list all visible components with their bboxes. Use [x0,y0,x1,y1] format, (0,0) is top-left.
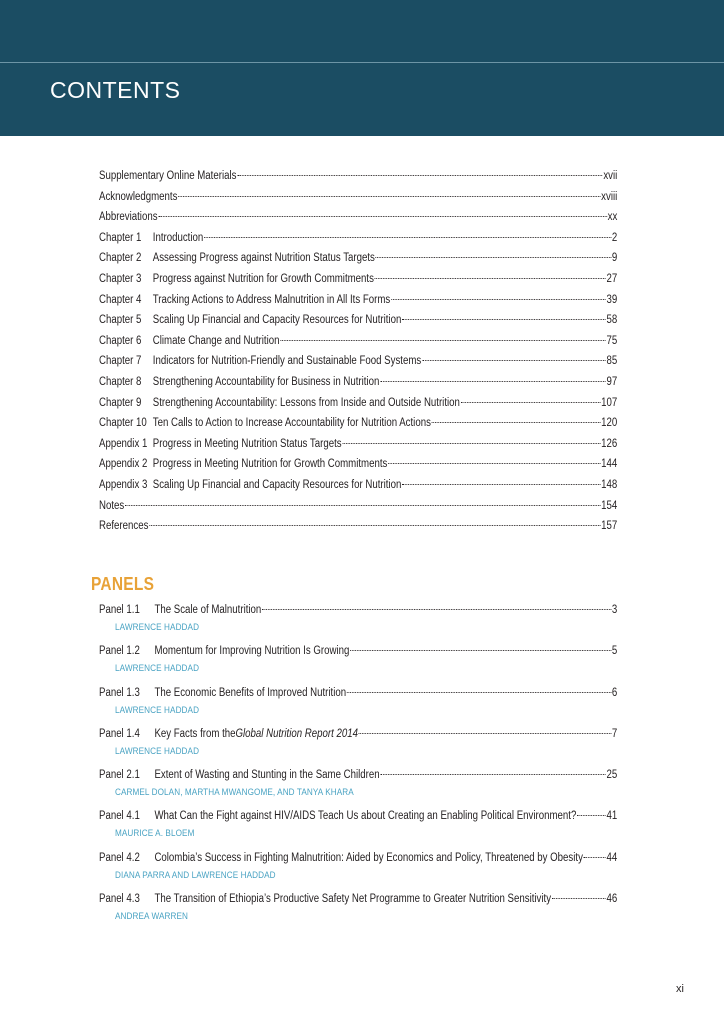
toc-entry-title: Progress in Meeting Nutrition for Growth Commitments [152,458,388,471]
toc-entry-title: Progress in Meeting Nutrition Status Targets [152,437,342,450]
panel-entry-line [99,810,617,827]
toc-entry[interactable] [99,438,617,459]
dot-leader [280,340,605,341]
toc-entry-label: References [99,520,149,533]
toc-entry-label: Chapter 8 [99,375,142,388]
dot-leader [262,609,611,610]
toc-entry[interactable] [99,355,617,376]
toc-entry-label: Appendix 1 [99,437,148,450]
toc-entry-label: Appendix 2 [99,458,148,471]
dot-leader [149,525,600,526]
toc-entry-page: xx [607,211,618,224]
panel-entry-title: Colombia’s Success in Fighting Malnutrition: Aided by Economics and Policy, Threatened by Obesity [154,851,583,864]
toc-entry-label: Notes [99,499,125,512]
panel-entry-page: 6 [611,686,618,699]
panel-entry-label: Panel 1.1 [99,604,140,616]
toc-entry-page: 126 [601,437,618,450]
dot-leader [380,774,605,775]
panel-entry-title: Key Facts from the [154,727,236,740]
dot-leader [388,463,600,464]
toc-entry-title: Ten Calls to Action to Increase Accountability for Nutrition Actions [152,417,431,430]
panel-author: LAWRENCE HADDAD [115,704,200,716]
panel-entry[interactable] [99,769,617,810]
panel-entry-title: Extent of Wasting and Stunting in the Same Children [154,769,380,782]
toc-entry-label: Acknowledgments [99,190,178,203]
toc-entry[interactable] [99,376,617,397]
toc-entry[interactable] [99,232,617,253]
toc-entry[interactable] [99,397,617,418]
toc-entry-title: Strengthening Accountability: Lessons from Inside and Outside Nutrition [152,396,460,409]
header-rule [0,62,724,63]
dot-leader [178,196,600,197]
panel-entry[interactable] [99,728,617,769]
toc-entry-label: Abbreviations [99,211,158,224]
toc-entry-page: 75 [606,334,618,347]
dot-leader [376,257,611,258]
dot-leader [552,898,606,899]
toc-entry[interactable] [99,335,617,356]
panel-entry-line [99,852,617,869]
toc-entry[interactable] [99,294,617,315]
panel-entry-title: The Economic Benefits of Improved Nutrition [154,686,347,699]
toc-entry-page: 58 [606,314,618,327]
panel-entry-label: Panel 1.3 [99,686,140,699]
toc-entry-label: Chapter 6 [99,334,142,347]
panel-entry-title: Momentum for Improving Nutrition Is Growing [154,645,350,658]
toc-entry[interactable] [99,458,617,479]
toc-entry-title: Strengthening Accountability for Business in Nutrition [152,375,380,388]
toc-entry-page: xvii [603,170,618,182]
panel-entry-title: What Can the Fight against HIV/AIDS Teach Us about Creating an Enabling Political Environment? [154,810,577,823]
panel-entry-page: 7 [611,727,618,740]
panel-author: LAWRENCE HADDAD [115,663,200,675]
panel-entry-page: 44 [606,851,618,864]
toc-entry-page: 27 [606,272,618,285]
dot-leader [380,381,605,382]
toc-entry-page: 39 [606,293,618,306]
panels-list [99,604,617,934]
toc-entry-title: Introduction [152,231,204,244]
panel-entry[interactable] [99,604,617,645]
toc-entry-title: Assessing Progress against Nutrition Status Targets [152,252,375,265]
dot-leader [375,278,606,279]
panel-entry-line [99,604,617,621]
toc-entry-label: Chapter 10 [99,417,147,430]
page-number: xi [676,983,684,995]
toc-entry-label: Chapter 3 [99,272,142,285]
toc-entry-page: 148 [601,478,618,491]
dot-leader [577,815,606,816]
toc-entry[interactable] [99,520,617,541]
toc-entry[interactable] [99,170,617,191]
panel-entry-label: Panel 1.2 [99,645,140,658]
toc-entry[interactable] [99,191,617,212]
panel-entry-page: 25 [606,769,618,782]
toc-entry[interactable] [99,314,617,335]
toc-entry-page: 154 [601,499,618,512]
panel-entry-page: 3 [611,604,618,616]
panel-entry-line [99,645,617,662]
panel-entry[interactable] [99,893,617,934]
panel-entry-line [99,728,617,745]
dot-leader [158,216,606,217]
toc-entry-label: Chapter 9 [99,396,142,409]
panel-entry-label: Panel 4.2 [99,851,140,864]
panels-heading: PANELS [91,574,155,594]
panel-entry-label: Panel 4.3 [99,893,140,906]
toc-entry-title: Progress against Nutrition for Growth Commitments [152,272,374,285]
dot-leader [359,733,611,734]
dot-leader [432,422,601,423]
dot-leader [422,360,606,361]
dot-leader [342,443,600,444]
toc-entry-page: 85 [606,355,618,368]
panel-entry[interactable] [99,852,617,893]
panel-author: LAWRENCE HADDAD [115,622,200,633]
toc-entry-page: xviii [601,190,618,203]
toc-entry-title: Indicators for Nutrition-Friendly and Sustainable Food Systems [152,355,422,368]
panel-entry-label: Panel 1.4 [99,727,140,740]
toc-entry-page: 120 [601,417,618,430]
dot-leader [461,402,601,403]
dot-leader [402,319,605,320]
dot-leader [350,650,611,651]
toc-entry-page: 2 [611,231,618,244]
dot-leader [584,857,606,858]
page-title: CONTENTS [50,77,181,103]
dot-leader [391,299,606,300]
panel-entry[interactable] [99,687,617,728]
panel-entry-page: 5 [611,645,618,658]
toc-entry-label: Chapter 7 [99,355,142,368]
dot-leader [347,692,611,693]
panel-entry-title: The Transition of Ethiopia’s Productive Safety Net Programme to Greater Nutrition Sensitivity [154,893,552,906]
toc-entry-label: Appendix 3 [99,478,148,491]
panel-entry-page: 46 [606,893,618,906]
toc-entry[interactable] [99,211,617,232]
toc-entry-label: Supplementary Online Materials [99,170,237,182]
panel-author: ANDREA WARREN [115,911,188,923]
panel-entry-page: 41 [606,810,618,823]
panel-author: DIANA PARRA AND LAWRENCE HADDAD [115,869,276,881]
panel-author: CARMEL DOLAN, MARTHA MWANGOME, AND TANYA KHARA [115,787,354,799]
panel-author: MAURICE A. BLOEM [115,828,195,840]
toc-entry-label: Chapter 5 [99,314,142,327]
header-band [0,0,724,136]
toc-entry-title: Scaling Up Financial and Capacity Resources for Nutrition [152,478,402,491]
toc-entry-page: 144 [601,458,618,471]
toc-entry-title: Scaling Up Financial and Capacity Resources for Nutrition [152,314,402,327]
toc-entry-page: 157 [601,520,618,533]
toc-entry[interactable] [99,500,617,521]
panel-entry-title-italic: Global Nutrition Report 2014 [235,727,358,740]
panel-entry-line [99,769,617,786]
toc-entry-label: Chapter 1 [99,231,142,244]
panel-entry-line [99,893,617,910]
toc-entry-page: 107 [601,396,618,409]
dot-leader [125,505,600,506]
toc-entry[interactable] [99,479,617,500]
panel-entry[interactable] [99,810,617,851]
toc-entry-page: 97 [606,375,618,388]
toc-entry-title: Climate Change and Nutrition [152,334,280,347]
dot-leader [237,175,602,176]
dot-leader [402,484,600,485]
panel-author: LAWRENCE HADDAD [115,745,200,757]
panel-entry-title: The Scale of Malnutrition [154,604,262,616]
dot-leader [204,237,611,238]
toc-entry[interactable] [99,252,617,273]
toc-entry-label: Chapter 2 [99,252,142,265]
panel-entry-label: Panel 4.1 [99,810,140,823]
toc-entry-label: Chapter 4 [99,293,142,306]
toc-entry[interactable] [99,417,617,438]
toc-entry-page: 9 [611,252,618,265]
toc-entry[interactable] [99,273,617,294]
panel-entry-line [99,687,617,704]
toc-entry-title: Tracking Actions to Address Malnutrition in All Its Forms [152,293,391,306]
table-of-contents [99,170,617,541]
panel-entry[interactable] [99,645,617,686]
panel-entry-label: Panel 2.1 [99,769,140,782]
